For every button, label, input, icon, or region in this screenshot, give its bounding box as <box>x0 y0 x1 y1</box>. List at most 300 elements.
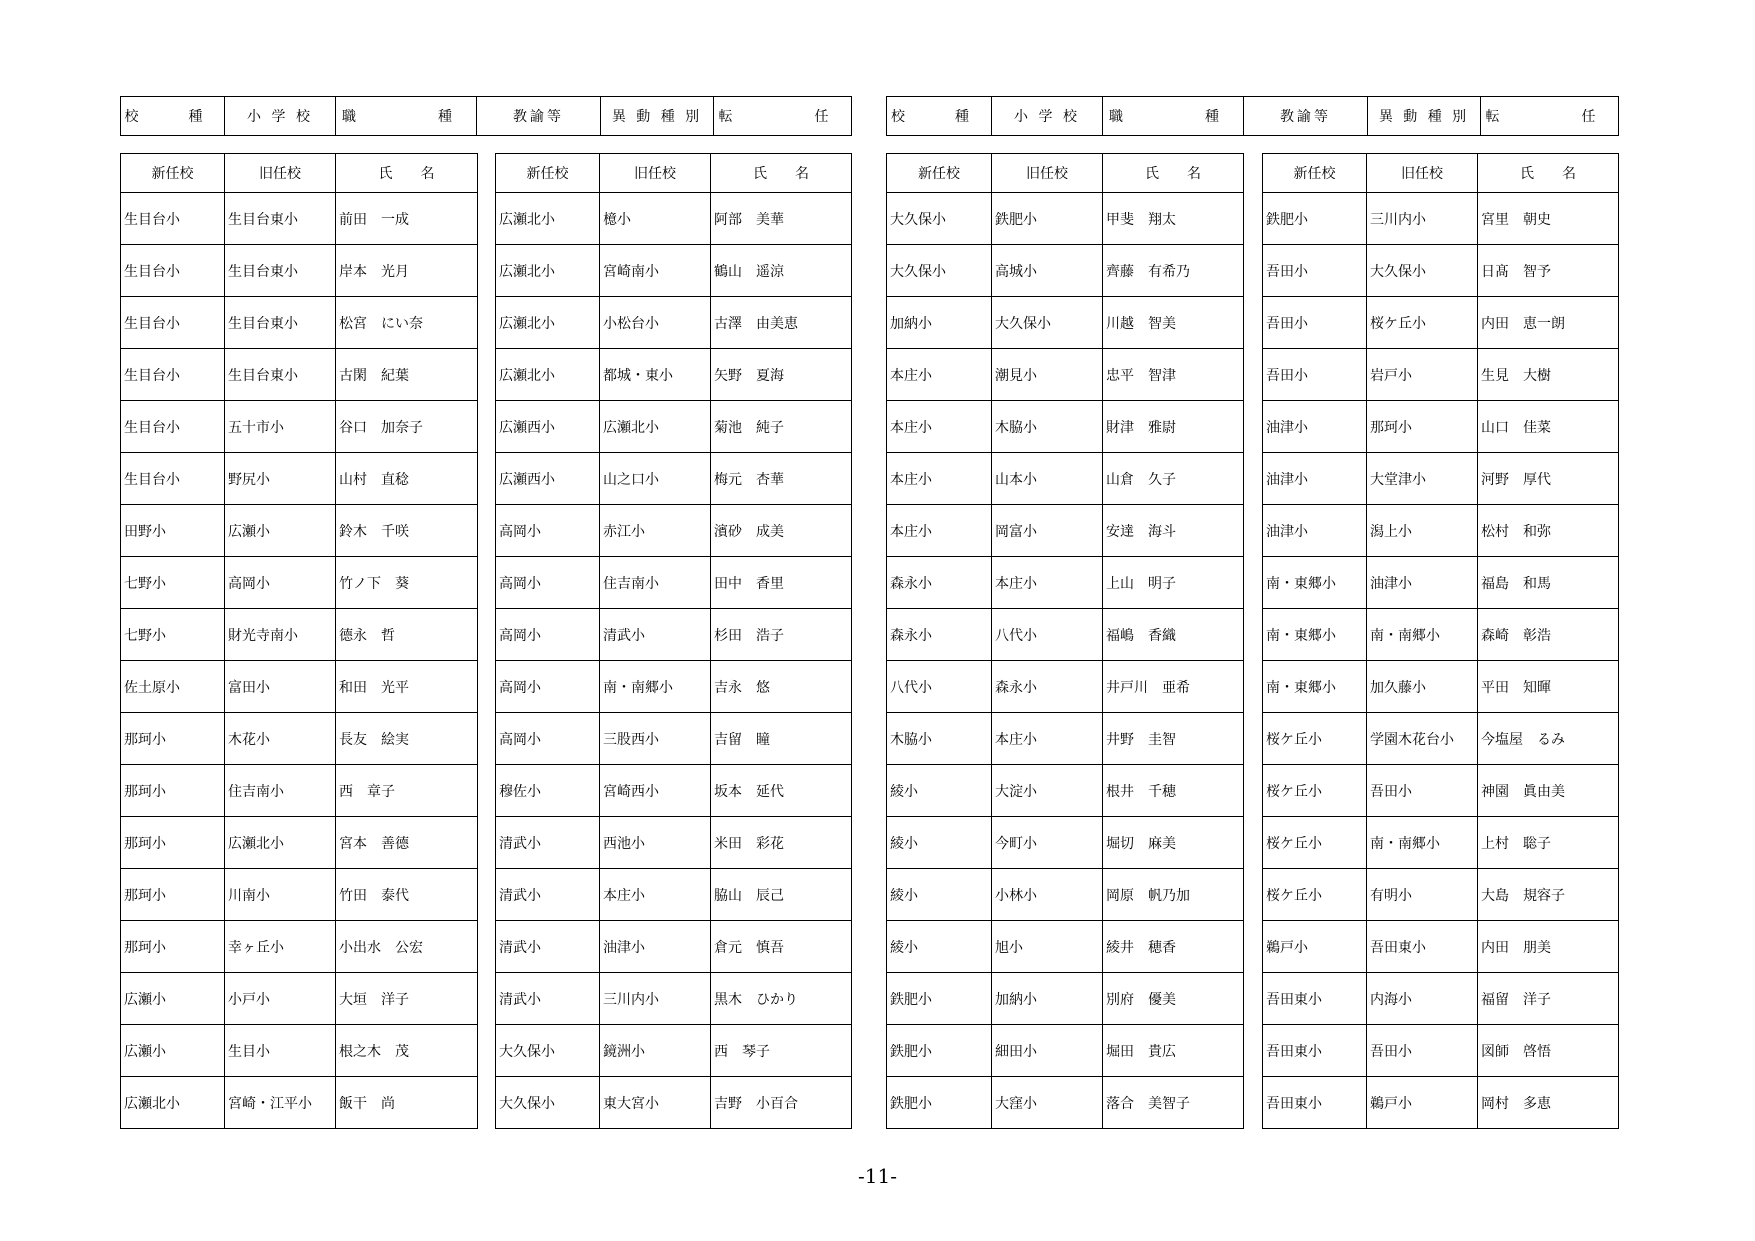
name-cell: 根之木 茂 <box>336 1025 478 1077</box>
column-header-new-school: 新任校 <box>1263 154 1367 193</box>
old-school-cell: 小林小 <box>992 869 1103 921</box>
table-row <box>887 713 1244 765</box>
old-school-cell: 三川内小 <box>1367 193 1478 245</box>
table-row <box>496 349 852 401</box>
new-school-cell: 穆佐小 <box>496 765 600 817</box>
column-header-name: 氏 名 <box>1103 154 1244 193</box>
old-school-cell: 油津小 <box>600 921 711 973</box>
new-school-cell: 桜ケ丘小 <box>1263 869 1367 921</box>
new-school-cell: 綾小 <box>887 817 992 869</box>
column-header-old-school: 旧任校 <box>992 154 1103 193</box>
name-cell: 内田 恵一朗 <box>1478 297 1619 349</box>
old-school-cell: 本庄小 <box>992 557 1103 609</box>
position-value: 教諭等 <box>1244 97 1368 136</box>
old-school-cell: 生目台東小 <box>225 297 336 349</box>
table-row <box>121 765 478 817</box>
old-school-cell: 富田小 <box>225 661 336 713</box>
transfer-type-value: 転 任 <box>1481 97 1619 136</box>
new-school-cell: 広瀬北小 <box>496 193 600 245</box>
table-row <box>1263 817 1619 869</box>
new-school-cell: 那珂小 <box>121 921 225 973</box>
old-school-cell: 広瀬北小 <box>600 401 711 453</box>
old-school-cell: 広瀬北小 <box>225 817 336 869</box>
name-cell: 黒木 ひかり <box>711 973 852 1025</box>
table-row <box>1263 401 1619 453</box>
old-school-cell: 木脇小 <box>992 401 1103 453</box>
name-cell: 竹ノ下 葵 <box>336 557 478 609</box>
name-cell: 阿部 美華 <box>711 193 852 245</box>
table-row <box>496 193 852 245</box>
table-row <box>496 973 852 1025</box>
old-school-cell: 住吉南小 <box>600 557 711 609</box>
table-row <box>496 401 852 453</box>
old-school-cell: 鏡洲小 <box>600 1025 711 1077</box>
name-cell: 梅元 杏華 <box>711 453 852 505</box>
name-cell: 米田 彩花 <box>711 817 852 869</box>
old-school-cell: 吾田小 <box>1367 1025 1478 1077</box>
name-cell: 福嶋 香織 <box>1103 609 1244 661</box>
name-cell: 杉田 浩子 <box>711 609 852 661</box>
name-cell: 脇山 辰己 <box>711 869 852 921</box>
school-type-value: 小 学 校 <box>225 97 336 136</box>
table-row <box>887 193 1244 245</box>
new-school-cell: 吾田小 <box>1263 297 1367 349</box>
name-cell: 小出水 公宏 <box>336 921 478 973</box>
table-row <box>887 349 1244 401</box>
table-row <box>1263 765 1619 817</box>
name-cell: 坂本 延代 <box>711 765 852 817</box>
name-cell: 矢野 夏海 <box>711 349 852 401</box>
old-school-cell: 三股西小 <box>600 713 711 765</box>
old-school-cell: 大久保小 <box>992 297 1103 349</box>
table-row <box>496 661 852 713</box>
name-cell: 山口 佳菜 <box>1478 401 1619 453</box>
table-row <box>887 817 1244 869</box>
table-row <box>121 1025 478 1077</box>
old-school-cell: 吾田小 <box>1367 765 1478 817</box>
old-school-cell: 三川内小 <box>600 973 711 1025</box>
transfer-type-value: 転 任 <box>714 97 852 136</box>
old-school-cell: 南・南郷小 <box>1367 817 1478 869</box>
new-school-cell: 広瀬北小 <box>496 245 600 297</box>
name-cell: 松宮 にい奈 <box>336 297 478 349</box>
old-school-cell: 八代小 <box>992 609 1103 661</box>
table-row <box>496 869 852 921</box>
name-cell: 西 章子 <box>336 765 478 817</box>
column-header-new-school: 新任校 <box>496 154 600 193</box>
name-cell: 森崎 彰浩 <box>1478 609 1619 661</box>
new-school-cell: 吾田東小 <box>1263 1077 1367 1129</box>
name-cell: 今塩屋 るみ <box>1478 713 1619 765</box>
new-school-cell: 本庄小 <box>887 349 992 401</box>
new-school-cell: 桜ケ丘小 <box>1263 765 1367 817</box>
old-school-cell: 高岡小 <box>225 557 336 609</box>
table-row <box>1263 713 1619 765</box>
name-cell: 岡村 多恵 <box>1478 1077 1619 1129</box>
new-school-cell: 清武小 <box>496 869 600 921</box>
name-cell: 鈴木 千咲 <box>336 505 478 557</box>
name-cell: 日髙 智予 <box>1478 245 1619 297</box>
new-school-cell: 広瀬西小 <box>496 453 600 505</box>
new-school-cell: 大久保小 <box>496 1077 600 1129</box>
table-row <box>496 713 852 765</box>
table-row <box>496 817 852 869</box>
new-school-cell: 本庄小 <box>887 505 992 557</box>
name-cell: 倉元 慎吾 <box>711 921 852 973</box>
table-row <box>1263 609 1619 661</box>
table-row <box>887 609 1244 661</box>
name-cell: 落合 美智子 <box>1103 1077 1244 1129</box>
old-school-cell: 大久保小 <box>1367 245 1478 297</box>
old-school-cell: 小戸小 <box>225 973 336 1025</box>
school-type-label: 校 種 <box>121 97 225 136</box>
table-row <box>121 609 478 661</box>
table-row <box>887 505 1244 557</box>
new-school-cell: 南・東郷小 <box>1263 661 1367 713</box>
new-school-cell: 七野小 <box>121 609 225 661</box>
table-row <box>496 297 852 349</box>
table-row <box>496 765 852 817</box>
new-school-cell: 高岡小 <box>496 713 600 765</box>
old-school-cell: 那珂小 <box>1367 401 1478 453</box>
name-cell: 鶴山 遥涼 <box>711 245 852 297</box>
new-school-cell: 桜ケ丘小 <box>1263 817 1367 869</box>
old-school-cell: 川南小 <box>225 869 336 921</box>
table-row <box>121 505 478 557</box>
table-row <box>496 921 852 973</box>
old-school-cell: 旭小 <box>992 921 1103 973</box>
new-school-cell: 那珂小 <box>121 817 225 869</box>
page-number: -11- <box>858 1164 897 1188</box>
table-row <box>1263 453 1619 505</box>
old-school-cell: 宮崎南小 <box>600 245 711 297</box>
table-row <box>1263 297 1619 349</box>
new-school-cell: 綾小 <box>887 921 992 973</box>
name-cell: 古閑 紀葉 <box>336 349 478 401</box>
old-school-cell: 油津小 <box>1367 557 1478 609</box>
table-row <box>1263 1025 1619 1077</box>
name-cell: 安達 海斗 <box>1103 505 1244 557</box>
new-school-cell: 広瀬小 <box>121 973 225 1025</box>
new-school-cell: 加納小 <box>887 297 992 349</box>
new-school-cell: 吾田東小 <box>1263 973 1367 1025</box>
new-school-cell: 生目台小 <box>121 297 225 349</box>
new-school-cell: 生目台小 <box>121 453 225 505</box>
new-school-cell: 佐土原小 <box>121 661 225 713</box>
name-cell: 松村 和弥 <box>1478 505 1619 557</box>
table-row <box>887 557 1244 609</box>
new-school-cell: 油津小 <box>1263 453 1367 505</box>
old-school-cell: 広瀬小 <box>225 505 336 557</box>
table-row <box>121 245 478 297</box>
table-row <box>121 921 478 973</box>
new-school-cell: 七野小 <box>121 557 225 609</box>
table-row <box>121 401 478 453</box>
table-row <box>1263 973 1619 1025</box>
new-school-cell: 高岡小 <box>496 557 600 609</box>
column-header-old-school: 旧任校 <box>1367 154 1478 193</box>
table-row <box>496 609 852 661</box>
table-row <box>121 661 478 713</box>
old-school-cell: 鵜戸小 <box>1367 1077 1478 1129</box>
old-school-cell: 森永小 <box>992 661 1103 713</box>
name-cell: 齊藤 有希乃 <box>1103 245 1244 297</box>
name-cell: 谷口 加奈子 <box>336 401 478 453</box>
old-school-cell: 都城・東小 <box>600 349 711 401</box>
old-school-cell: 生目小 <box>225 1025 336 1077</box>
old-school-cell: 小松台小 <box>600 297 711 349</box>
name-cell: 菊池 純子 <box>711 401 852 453</box>
new-school-cell: 油津小 <box>1263 401 1367 453</box>
old-school-cell: 学園木花台小 <box>1367 713 1478 765</box>
column-header-name: 氏 名 <box>711 154 852 193</box>
old-school-cell: 桜ケ丘小 <box>1367 297 1478 349</box>
new-school-cell: 生目台小 <box>121 245 225 297</box>
name-cell: 川越 智美 <box>1103 297 1244 349</box>
table-row <box>121 1077 478 1129</box>
new-school-cell: 鉄肥小 <box>1263 193 1367 245</box>
old-school-cell: 今町小 <box>992 817 1103 869</box>
new-school-cell: 八代小 <box>887 661 992 713</box>
old-school-cell: 五十市小 <box>225 401 336 453</box>
table-row <box>496 505 852 557</box>
new-school-cell: 大久保小 <box>887 193 992 245</box>
roster-table-4 <box>1262 153 1619 1129</box>
new-school-cell: 清武小 <box>496 817 600 869</box>
old-school-cell: 岡富小 <box>992 505 1103 557</box>
table-row <box>121 869 478 921</box>
table-row <box>1263 921 1619 973</box>
name-cell: 上村 聡子 <box>1478 817 1619 869</box>
old-school-cell: 檍小 <box>600 193 711 245</box>
name-cell: 吉野 小百合 <box>711 1077 852 1129</box>
old-school-cell: 南・南郷小 <box>600 661 711 713</box>
table-row <box>496 245 852 297</box>
name-cell: 財津 雅尉 <box>1103 401 1244 453</box>
position-value: 教諭等 <box>477 97 601 136</box>
new-school-cell: 本庄小 <box>887 453 992 505</box>
column-header-new-school: 新任校 <box>121 154 225 193</box>
table-row <box>1263 349 1619 401</box>
name-cell: 吉永 悠 <box>711 661 852 713</box>
name-cell: 福留 洋子 <box>1478 973 1619 1025</box>
table-row <box>121 297 478 349</box>
old-school-cell: 加納小 <box>992 973 1103 1025</box>
table-row <box>121 453 478 505</box>
table-row <box>121 817 478 869</box>
new-school-cell: 那珂小 <box>121 713 225 765</box>
position-label: 職 種 <box>336 97 477 136</box>
old-school-cell: 大堂津小 <box>1367 453 1478 505</box>
old-school-cell: 宮崎・江平小 <box>225 1077 336 1129</box>
name-cell: 綾井 穂香 <box>1103 921 1244 973</box>
new-school-cell: 吾田小 <box>1263 349 1367 401</box>
table-row <box>121 557 478 609</box>
table-row <box>887 973 1244 1025</box>
name-cell: 図師 啓悟 <box>1478 1025 1619 1077</box>
name-cell: 福島 和馬 <box>1478 557 1619 609</box>
table-row <box>1263 661 1619 713</box>
name-cell: 神園 眞由美 <box>1478 765 1619 817</box>
new-school-cell: 那珂小 <box>121 765 225 817</box>
new-school-cell: 鉄肥小 <box>887 1025 992 1077</box>
old-school-cell: 岩戸小 <box>1367 349 1478 401</box>
table-row <box>496 453 852 505</box>
school-type-label: 校 種 <box>887 97 992 136</box>
new-school-cell: 油津小 <box>1263 505 1367 557</box>
roster-table-3 <box>886 153 1244 1129</box>
column-header-new-school: 新任校 <box>887 154 992 193</box>
new-school-cell: 広瀬北小 <box>496 349 600 401</box>
old-school-cell: 山本小 <box>992 453 1103 505</box>
old-school-cell: 幸ヶ丘小 <box>225 921 336 973</box>
old-school-cell: 住吉南小 <box>225 765 336 817</box>
table-row <box>496 1025 852 1077</box>
table-row <box>121 973 478 1025</box>
new-school-cell: 南・東郷小 <box>1263 557 1367 609</box>
old-school-cell: 木花小 <box>225 713 336 765</box>
name-cell: 竹田 泰代 <box>336 869 478 921</box>
old-school-cell: 大窪小 <box>992 1077 1103 1129</box>
new-school-cell: 本庄小 <box>887 401 992 453</box>
table-row <box>1263 1077 1619 1129</box>
name-cell: 堀切 麻美 <box>1103 817 1244 869</box>
roster-table-2 <box>495 153 852 1129</box>
name-cell: 山村 直稔 <box>336 453 478 505</box>
table-row <box>887 765 1244 817</box>
new-school-cell: 吾田小 <box>1263 245 1367 297</box>
table-row <box>887 453 1244 505</box>
name-cell: 河野 厚代 <box>1478 453 1619 505</box>
table-row <box>496 1077 852 1129</box>
table-row <box>887 869 1244 921</box>
new-school-cell: 吾田東小 <box>1263 1025 1367 1077</box>
old-school-cell: 高城小 <box>992 245 1103 297</box>
name-cell: 井戸川 亜希 <box>1103 661 1244 713</box>
new-school-cell: 広瀬小 <box>121 1025 225 1077</box>
table-row <box>121 193 478 245</box>
old-school-cell: 宮崎西小 <box>600 765 711 817</box>
table-row <box>1263 245 1619 297</box>
column-header-name: 氏 名 <box>336 154 478 193</box>
header-bar-right <box>886 96 1619 136</box>
old-school-cell: 大淀小 <box>992 765 1103 817</box>
name-cell: 和田 光平 <box>336 661 478 713</box>
position-label: 職 種 <box>1103 97 1244 136</box>
name-cell: 生見 大樹 <box>1478 349 1619 401</box>
new-school-cell: 高岡小 <box>496 505 600 557</box>
new-school-cell: 南・東郷小 <box>1263 609 1367 661</box>
new-school-cell: 那珂小 <box>121 869 225 921</box>
name-cell: 前田 一成 <box>336 193 478 245</box>
new-school-cell: 鉄肥小 <box>887 973 992 1025</box>
name-cell: 上山 明子 <box>1103 557 1244 609</box>
old-school-cell: 鉄肥小 <box>992 193 1103 245</box>
old-school-cell: 吾田東小 <box>1367 921 1478 973</box>
old-school-cell: 清武小 <box>600 609 711 661</box>
column-header-old-school: 旧任校 <box>225 154 336 193</box>
table-row <box>496 557 852 609</box>
old-school-cell: 西池小 <box>600 817 711 869</box>
name-cell: 甲斐 翔太 <box>1103 193 1244 245</box>
table-row <box>887 921 1244 973</box>
new-school-cell: 生目台小 <box>121 349 225 401</box>
table-row <box>887 401 1244 453</box>
new-school-cell: 生目台小 <box>121 193 225 245</box>
table-row <box>887 1025 1244 1077</box>
new-school-cell: 桜ケ丘小 <box>1263 713 1367 765</box>
transfer-type-label: 異 動 種 別 <box>1368 97 1481 136</box>
name-cell: 飯干 尚 <box>336 1077 478 1129</box>
old-school-cell: 内海小 <box>1367 973 1478 1025</box>
old-school-cell: 生目台東小 <box>225 245 336 297</box>
name-cell: 古澤 由美恵 <box>711 297 852 349</box>
name-cell: 忠平 智津 <box>1103 349 1244 401</box>
name-cell: 田中 香里 <box>711 557 852 609</box>
new-school-cell: 広瀬北小 <box>121 1077 225 1129</box>
new-school-cell: 清武小 <box>496 973 600 1025</box>
table-row <box>887 297 1244 349</box>
table-row <box>887 245 1244 297</box>
table-row <box>887 1077 1244 1129</box>
old-school-cell: 生目台東小 <box>225 349 336 401</box>
name-cell: 別府 優美 <box>1103 973 1244 1025</box>
new-school-cell: 鵜戸小 <box>1263 921 1367 973</box>
name-cell: 根井 千穂 <box>1103 765 1244 817</box>
new-school-cell: 高岡小 <box>496 661 600 713</box>
new-school-cell: 綾小 <box>887 869 992 921</box>
new-school-cell: 清武小 <box>496 921 600 973</box>
header-bar-left <box>120 96 852 136</box>
table-row <box>1263 193 1619 245</box>
new-school-cell: 大久保小 <box>887 245 992 297</box>
name-cell: 堀田 貴広 <box>1103 1025 1244 1077</box>
new-school-cell: 綾小 <box>887 765 992 817</box>
name-cell: 井野 圭智 <box>1103 713 1244 765</box>
name-cell: 岡原 帆乃加 <box>1103 869 1244 921</box>
column-header-name: 氏 名 <box>1478 154 1619 193</box>
new-school-cell: 広瀬西小 <box>496 401 600 453</box>
old-school-cell: 財光寺南小 <box>225 609 336 661</box>
table-row <box>1263 505 1619 557</box>
old-school-cell: 有明小 <box>1367 869 1478 921</box>
name-cell: 西 琴子 <box>711 1025 852 1077</box>
new-school-cell: 大久保小 <box>496 1025 600 1077</box>
old-school-cell: 生目台東小 <box>225 193 336 245</box>
roster-table-1 <box>120 153 478 1129</box>
name-cell: 德永 哲 <box>336 609 478 661</box>
name-cell: 宮里 朝史 <box>1478 193 1619 245</box>
name-cell: 大島 規容子 <box>1478 869 1619 921</box>
old-school-cell: 山之口小 <box>600 453 711 505</box>
name-cell: 岸本 光月 <box>336 245 478 297</box>
school-type-value: 小 学 校 <box>992 97 1103 136</box>
new-school-cell: 高岡小 <box>496 609 600 661</box>
old-school-cell: 本庄小 <box>992 713 1103 765</box>
old-school-cell: 潮見小 <box>992 349 1103 401</box>
table-row <box>121 713 478 765</box>
new-school-cell: 広瀬北小 <box>496 297 600 349</box>
old-school-cell: 南・南郷小 <box>1367 609 1478 661</box>
old-school-cell: 細田小 <box>992 1025 1103 1077</box>
old-school-cell: 潟上小 <box>1367 505 1478 557</box>
new-school-cell: 森永小 <box>887 609 992 661</box>
name-cell: 山倉 久子 <box>1103 453 1244 505</box>
name-cell: 長友 絵実 <box>336 713 478 765</box>
new-school-cell: 森永小 <box>887 557 992 609</box>
name-cell: 内田 朋美 <box>1478 921 1619 973</box>
name-cell: 大垣 洋子 <box>336 973 478 1025</box>
